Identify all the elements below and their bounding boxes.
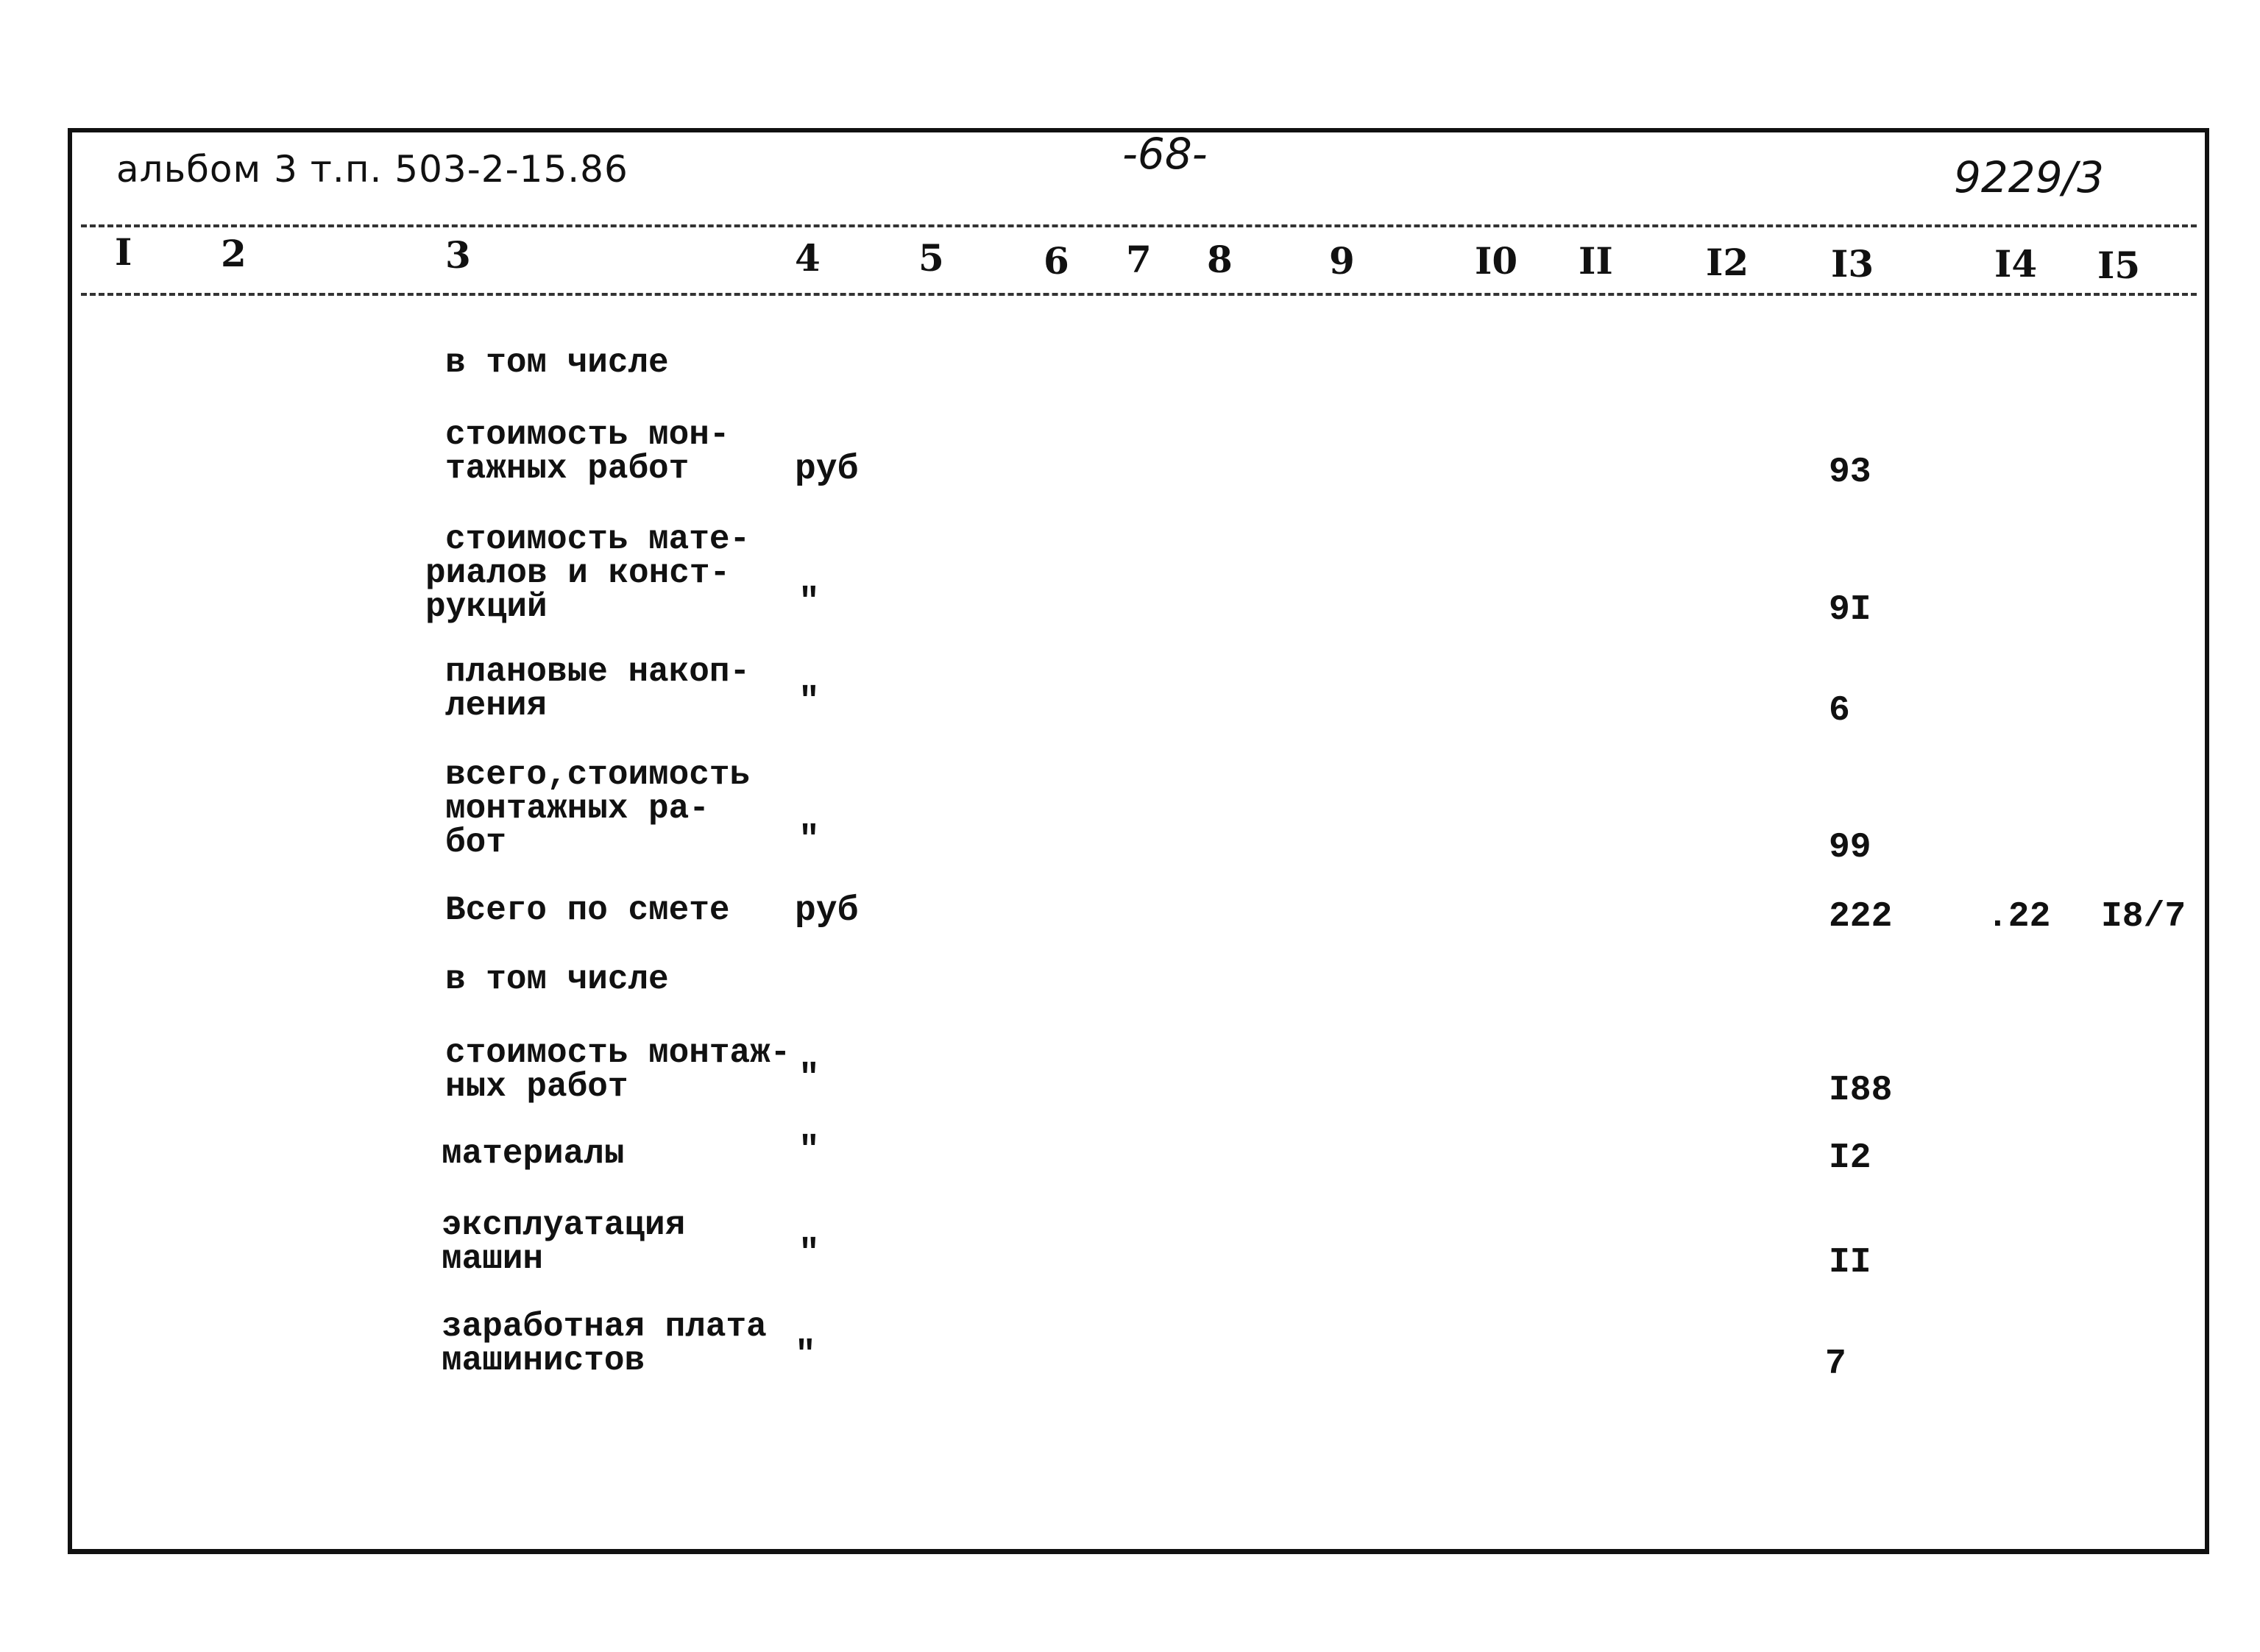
row-unit: " [798,583,820,623]
column-number: 6 [1044,239,1069,283]
column-number: I [115,230,132,274]
column-number: I2 [1706,241,1749,284]
row-value-col13: 7 [1825,1344,1846,1384]
column-number: 5 [918,236,944,280]
row-unit: " [798,1131,820,1171]
row-value-col13: 6 [1829,691,1850,731]
column-number: 2 [221,232,247,275]
row-value-col13: 93 [1829,453,1871,492]
column-number: II [1579,239,1613,283]
row-unit: " [798,1059,820,1099]
row-value-col15: I8/7 [2101,897,2186,937]
row-value-col13: II [1829,1243,1871,1283]
row-unit: " [798,682,820,722]
sheet-number: 9229/3 [1954,152,2105,202]
row-value-col14: .22 [1987,897,2051,937]
row-name: стоимость мон- тажных работ [445,416,730,488]
row-unit: " [795,1336,816,1375]
row-name: в том числе [445,344,669,382]
column-number: I3 [1831,242,1874,286]
row-name: стоимость монтаж- ных работ [445,1034,791,1106]
page-number: -68- [1122,129,1208,179]
album-reference: альбом 3 т.п. 503-2-15.86 [116,148,628,191]
row-name: в том числе [445,960,669,999]
column-number: 9 [1329,239,1355,283]
row-name: заработная плата машинистов [442,1308,767,1380]
row-unit: " [798,1234,820,1274]
row-value-col13: 222 [1829,897,1893,937]
row-value-col13: 9I [1829,590,1871,630]
column-number: 4 [795,236,821,280]
column-number: 3 [445,233,471,277]
row-name: Всего по смете [445,891,730,929]
row-name: стоимость мате- риалов и конст- рукций [425,520,751,626]
row-value-col13: 99 [1829,828,1871,868]
row-value-col13: I88 [1829,1071,1893,1110]
row-unit: руб [795,891,859,931]
column-number: I4 [1994,242,2038,286]
row-value-col13: I2 [1829,1138,1871,1178]
column-number: 8 [1207,238,1233,281]
row-name: плановые накоп- ления [445,653,751,725]
document-frame [68,128,2209,1554]
column-header-divider [81,293,2197,296]
row-name: материалы [442,1135,625,1173]
column-number: I0 [1475,239,1518,283]
row-name: всего,стоимость монтажных ра- бот [445,756,751,862]
row-name: эксплуатация машин [442,1206,686,1278]
column-number: 7 [1126,238,1152,281]
row-unit: руб [795,450,859,489]
column-number: I5 [2097,244,2141,287]
header-divider [81,224,2197,227]
row-unit: " [798,820,820,860]
